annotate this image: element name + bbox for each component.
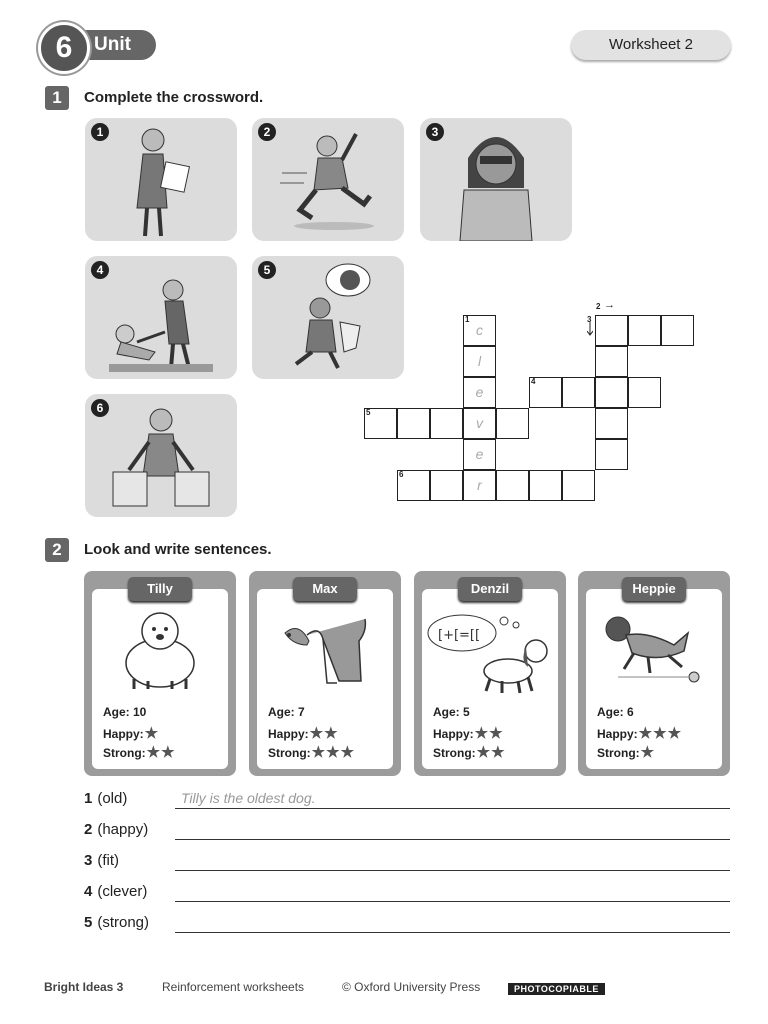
- clue-number-4: 4: [531, 377, 536, 386]
- sitting-dog-illustration: [279, 611, 371, 691]
- crossword-cell[interactable]: r: [463, 470, 496, 501]
- picture-number: 2: [258, 123, 276, 141]
- crossword-cell[interactable]: [562, 470, 595, 501]
- dog-card-denzil: [414, 571, 566, 776]
- clue-number-1: 1: [465, 315, 470, 324]
- dog-happy-rating: Happy:★★: [433, 725, 503, 742]
- crossword-cell[interactable]: [430, 470, 463, 501]
- dog-card-tilly: [84, 571, 236, 776]
- worksheet-label: Worksheet 2: [571, 30, 731, 60]
- exercise-2-number: 2: [45, 538, 69, 562]
- exercise-1-number: 1: [45, 86, 69, 110]
- running-dog-illustration: [598, 611, 710, 691]
- crossword-cell[interactable]: [529, 470, 562, 501]
- dog-age: Age: 10: [103, 705, 147, 719]
- answer-line-4[interactable]: [175, 901, 730, 902]
- crossword-cell[interactable]: [595, 439, 628, 470]
- crossword-cell[interactable]: [595, 377, 628, 408]
- answer-line-1[interactable]: [175, 808, 730, 809]
- crossword-cell[interactable]: [496, 408, 529, 439]
- dog-strong-rating: Strong:★★: [103, 744, 175, 761]
- crossword-cell[interactable]: l: [463, 346, 496, 377]
- dog-strong-rating: Strong:★: [597, 744, 655, 761]
- star-icon: ★: [340, 744, 355, 761]
- dog-age: Age: 5: [433, 705, 470, 719]
- crossword-cell[interactable]: [628, 315, 661, 346]
- crossword-cell[interactable]: e: [463, 439, 496, 470]
- star-icon: ★: [491, 744, 505, 761]
- dog-card-heppie: [578, 571, 730, 776]
- crossword-cell[interactable]: c: [463, 315, 496, 346]
- answer-line-3[interactable]: [175, 870, 730, 871]
- star-icon: ★: [161, 744, 175, 761]
- exercise-1-title: Complete the crossword.: [84, 89, 264, 106]
- picture-number: 3: [426, 123, 444, 141]
- star-icon: ★: [489, 725, 503, 742]
- star-icon: ★: [640, 744, 655, 761]
- crossword-cell[interactable]: [430, 408, 463, 439]
- crossword-cell[interactable]: [496, 470, 529, 501]
- dog-name: Max: [293, 577, 357, 601]
- clue-number-5: 5: [366, 408, 371, 417]
- picture-number: 1: [91, 123, 109, 141]
- star-icon: ★: [309, 725, 324, 742]
- answer-line-2[interactable]: [175, 839, 730, 840]
- dog-name: Denzil: [458, 577, 522, 601]
- crossword-cell[interactable]: e: [463, 377, 496, 408]
- thinking-dog-illustration: [426, 611, 556, 695]
- sentence-1: 1 (old): [84, 790, 128, 807]
- star-icon: ★: [326, 744, 340, 761]
- clue-number-6: 6: [399, 470, 404, 479]
- dog-age: Age: 6: [597, 705, 634, 719]
- dog-name: Heppie: [622, 577, 686, 601]
- unit-label: Unit: [72, 30, 156, 60]
- picture-number: 5: [258, 261, 276, 279]
- star-icon: ★: [638, 725, 653, 742]
- crossword-cell[interactable]: v: [463, 408, 496, 439]
- dog-happy-rating: Happy:★: [103, 725, 159, 742]
- clue-number-3: 3: [587, 315, 592, 324]
- sentence-2: 2 (happy): [84, 821, 149, 838]
- dog-happy-rating: Happy:★★★: [597, 725, 682, 742]
- dog-strong-rating: Strong:★★★: [268, 744, 355, 761]
- star-icon: ★: [146, 744, 161, 761]
- star-icon: ★: [311, 744, 326, 761]
- crossword-cell[interactable]: [595, 408, 628, 439]
- crossword-cell[interactable]: [628, 377, 661, 408]
- star-icon: ★: [474, 725, 489, 742]
- sentence-4: 4 (clever): [84, 883, 148, 900]
- star-icon: ★: [324, 725, 338, 742]
- crossword-cell[interactable]: [562, 377, 595, 408]
- example-answer: Tilly is the oldest dog.: [181, 790, 316, 806]
- sentence-5: 5 (strong): [84, 914, 150, 931]
- picture-number: 4: [91, 261, 109, 279]
- footer-series: Reinforcement worksheets: [162, 980, 305, 994]
- star-icon: ★: [667, 725, 682, 742]
- star-icon: ★: [144, 725, 159, 742]
- dog-strong-rating: Strong:★★: [433, 744, 505, 761]
- dog-happy-rating: Happy:★★: [268, 725, 338, 742]
- crossword-cell[interactable]: [595, 315, 628, 346]
- svg-text:[+[=[[: [+[=[[: [438, 628, 481, 643]
- down-arrow-icon: [587, 322, 593, 336]
- crossword-cell[interactable]: [397, 408, 430, 439]
- photocopiable-badge: PHOTOCOPIABLE: [508, 983, 605, 995]
- across-arrow-icon: →: [604, 299, 615, 311]
- unit-number-badge: 6: [38, 22, 90, 74]
- clue-number-2: 2: [596, 302, 601, 311]
- dog-card-max: [249, 571, 401, 776]
- footer-brand: Bright Ideas 3: [44, 980, 124, 994]
- star-icon: ★: [476, 744, 491, 761]
- dog-age: Age: 7: [268, 705, 305, 719]
- crossword-cell[interactable]: [595, 346, 628, 377]
- exercise-2-title: Look and write sentences.: [84, 541, 272, 558]
- fluffy-dog-illustration: [114, 609, 206, 691]
- sentence-3: 3 (fit): [84, 852, 120, 869]
- picture-number: 6: [91, 399, 109, 417]
- dog-name: Tilly: [128, 577, 192, 601]
- star-icon: ★: [653, 725, 667, 742]
- crossword-cell[interactable]: [661, 315, 694, 346]
- answer-line-5[interactable]: [175, 932, 730, 933]
- footer-copyright: © Oxford University Press: [342, 980, 481, 994]
